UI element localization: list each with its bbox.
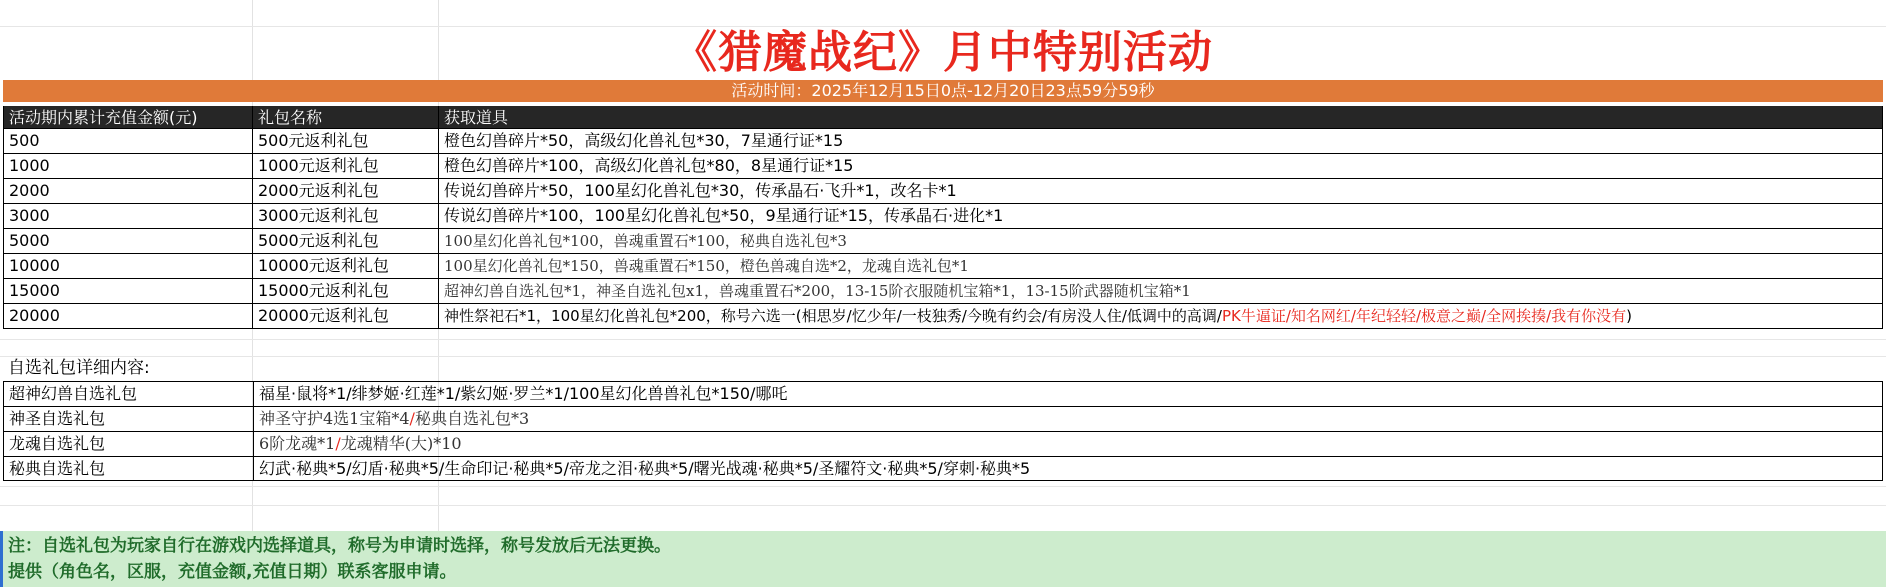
items-cell[interactable]: 超神幻兽自选礼包*1，神圣自选礼包x1，兽魂重置石*200，13-15阶衣服随机宝箱*1，13-15阶武器随机宝箱*1 <box>438 279 1883 303</box>
amount-cell[interactable]: 20000 <box>3 304 252 328</box>
pack-name-cell[interactable]: 15000元返利礼包 <box>252 279 438 303</box>
table-row <box>3 254 1883 279</box>
pack-name-cell[interactable]: 2000元返利礼包 <box>252 179 438 203</box>
detail-content-a: 神圣守护4选1宝箱*4 <box>259 409 410 428</box>
items-cell[interactable]: 传说幻兽碎片*100，100星幻化兽礼包*50，9星通行证*15，传承晶石·进化*1 <box>438 204 1883 228</box>
items-cell[interactable]: 100星幻化兽礼包*100，兽魂重置石*100，秘典自选礼包*3 <box>438 229 1883 253</box>
detail-name-cell[interactable]: 超神幻兽自选礼包 <box>9 384 138 403</box>
table-row <box>3 304 1883 329</box>
amount-cell[interactable]: 1000 <box>3 154 252 178</box>
selection-bar <box>0 531 3 587</box>
header-items: 获取道具 <box>438 106 1883 128</box>
items-cell[interactable]: 100星幻化兽礼包*150，兽魂重置石*150，橙色兽魂自选*2，龙魂自选礼包*1 <box>438 254 1883 278</box>
items-close-paren: ) <box>1626 307 1632 325</box>
detail-content-cell[interactable]: 幻武·秘典*5/幻盾·秘典*5/生命印记·秘典*5/帝龙之泪·秘典*5/曙光战魂·秘典*5/圣耀符文·秘典*5/穿刺·秘典*5 <box>253 457 1884 480</box>
detail-row <box>3 381 1883 406</box>
detail-separator: / <box>409 409 415 428</box>
table-row <box>3 229 1883 254</box>
items-red-titles: PK牛逼证/知名网红/年纪轻轻/极意之巅/全网挨揍/我有你没有 <box>1221 307 1627 325</box>
amount-cell[interactable]: 5000 <box>3 229 252 253</box>
grid-line <box>0 339 1886 340</box>
grid-line <box>0 505 1886 506</box>
detail-name-cell[interactable]: 龙魂自选礼包 <box>9 434 106 453</box>
pack-name-cell[interactable]: 3000元返利礼包 <box>252 204 438 228</box>
amount-cell[interactable]: 2000 <box>3 179 252 203</box>
pack-name-cell[interactable]: 1000元返利礼包 <box>252 154 438 178</box>
event-time-bar: 活动时间：2025年12月15日0点-12月20日23点59分59秒 <box>3 80 1883 102</box>
amount-cell[interactable]: 500 <box>3 129 252 153</box>
table-row <box>3 179 1883 204</box>
header-amount: 活动期内累计充值金额(元) <box>3 106 252 128</box>
grid-line <box>0 486 1886 487</box>
amount-cell[interactable]: 15000 <box>3 279 252 303</box>
detail-content-a: 6阶龙魂*1 <box>259 434 336 453</box>
pack-name-cell[interactable]: 5000元返利礼包 <box>252 229 438 253</box>
detail-row <box>3 431 1883 456</box>
pack-name-cell[interactable]: 10000元返利礼包 <box>252 254 438 278</box>
details-section-title: 自选礼包详细内容: <box>8 358 150 378</box>
header-pack-name: 礼包名称 <box>252 106 438 128</box>
table-row <box>3 154 1883 179</box>
detail-name-cell[interactable]: 秘典自选礼包 <box>9 459 106 478</box>
detail-row <box>3 456 1883 481</box>
items-cell[interactable]: 传说幻兽碎片*50，100星幻化兽礼包*30，传承晶石·飞升*1，改名卡*1 <box>438 179 1883 203</box>
table-row <box>3 279 1883 304</box>
detail-name-cell[interactable]: 神圣自选礼包 <box>9 409 106 428</box>
items-cell[interactable]: 橙色幻兽碎片*50，高级幻化兽礼包*30，7星通行证*15 <box>438 129 1883 153</box>
table-header <box>3 106 1883 129</box>
items-cell[interactable] <box>438 304 1883 328</box>
notes-panel <box>0 531 1886 587</box>
detail-content-b: 龙魂精华(大)*10 <box>340 434 462 453</box>
grid-line <box>0 356 1886 357</box>
amount-cell[interactable]: 10000 <box>3 254 252 278</box>
table-row <box>3 204 1883 229</box>
detail-row <box>3 406 1883 431</box>
detail-content-cell[interactable]: 福星·鼠将*1/绯梦姬·红莲*1/紫幻姬·罗兰*1/100星幻化兽兽礼包*150/哪吒 <box>253 382 1884 406</box>
items-text: 神性祭祀石*1，100星幻化兽礼包*200，称号六选一(相思岁/忆少年/一枝独秀/今晚有约会/有房没人住/低调中的高调/ <box>444 307 1222 325</box>
detail-content-cell[interactable] <box>253 407 1884 431</box>
detail-separator: / <box>335 434 341 453</box>
pack-name-cell[interactable]: 20000元返利礼包 <box>252 304 438 328</box>
pack-name-cell[interactable]: 500元返利礼包 <box>252 129 438 153</box>
amount-cell[interactable]: 3000 <box>3 204 252 228</box>
items-cell[interactable]: 橙色幻兽碎片*100，高级幻化兽礼包*80，8星通行证*15 <box>438 154 1883 178</box>
detail-content-cell[interactable] <box>253 432 1884 456</box>
detail-content-b: 秘典自选礼包*3 <box>414 409 530 428</box>
page-title: 《猎魔战纪》月中特别活动 <box>673 27 1213 78</box>
note-line[interactable]: 提供（角色名，区服，充值金额,充值日期）联系客服申请。 <box>8 562 457 582</box>
note-line[interactable]: 注：自选礼包为玩家自行在游戏内选择道具，称号为申请时选择，称号发放后无法更换。 <box>8 536 671 556</box>
table-row <box>3 129 1883 154</box>
